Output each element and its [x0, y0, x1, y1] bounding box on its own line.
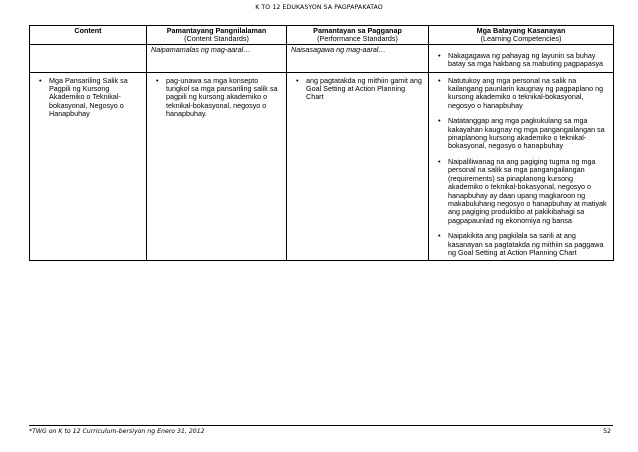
- table-row: [30, 72, 614, 261]
- content-standards-lead: Naipamamalas ng mag-aaral…: [151, 44, 251, 54]
- header-performance-standards-subtitle: (Performance Standards): [317, 34, 398, 44]
- footer-note: *TWG on K to 12 Curriculum-bersiyon ng Enero 31, 2012: [29, 428, 205, 435]
- header-competencies-subtitle: (Learning Competencies): [480, 34, 562, 44]
- page-number: 52: [603, 428, 611, 435]
- page-header: K TO 12 EDUKASYON SA PAGPAPAKATAO: [255, 4, 383, 11]
- page-footer: [29, 425, 613, 435]
- header-content-standards: [147, 26, 287, 45]
- header-content: [30, 26, 147, 45]
- row1-content-cell: [30, 44, 147, 72]
- row2-content-standards-cell: [147, 72, 287, 261]
- header-content-title: Content: [74, 26, 102, 35]
- header-competencies: [429, 26, 614, 45]
- header-content-standards-subtitle: (Content Standards): [184, 34, 249, 44]
- row1-content-standards-cell: [147, 44, 287, 72]
- row1-competencies-list: [430, 46, 612, 71]
- table-header-row: [30, 26, 614, 45]
- list-item: • Natutukoy ang mga personal na salik na kailangang paunlarin kaugnay ng pagpaplano ng kursong akademiko o teknikal-bokasyonal, negosyo o hanapbuhay: [448, 77, 609, 111]
- list-item: • Naipaliliwanag na ang pagiging tugma ng mga personal na salik sa mga pangangailangan (requirements) sa pinaplanong kursong akademiko o teknikal-bokasyonal, negosyo o hanapbuhay ay daan upang magkaroon ng makabuluhang negosyo o hanapbuhay at matiyak ang pagiging produktibo at pakikibahagi sa pagpapaunlad ng ekonomiya ng bansa: [448, 158, 609, 225]
- header-performance-standards: [287, 26, 429, 45]
- list-item: • ang pagtatakda ng mithiin gamit ang Goal Setting at Action Planning Chart: [306, 77, 424, 102]
- row2-content-cell: [30, 72, 147, 261]
- row1-competencies-cell: [429, 44, 614, 72]
- list-item: • pag-unawa sa mga konsepto tungkol sa mga pansariling salik sa pagpili ng kursong akademiko o teknikal-bokasyonal, negosyo o hanapbuhay.: [166, 77, 282, 119]
- row2-performance-standards-list: [288, 74, 427, 104]
- header-competencies-title: Mga Batayang Kasanayan: [476, 26, 566, 35]
- list-item: • Natatanggap ang mga pagkukulang sa mga kakayahan kaugnay ng mga pangangailangan sa pinaplanong kursong akademiko o teknikal-bokasyonal, negosyo o hanapbuhay: [448, 117, 609, 151]
- row1-performance-standards-cell: [287, 44, 429, 72]
- header-performance-standards-title: Pamantayan sa Pagganap: [313, 26, 402, 35]
- row2-content-standards-list: [148, 74, 285, 121]
- list-item: • Mga Pansariling Salik sa Pagpili ng Kursong Akademiko o Teknikal-bokasyonal, Negosyo o Hanapbuhay: [49, 77, 142, 119]
- performance-standards-lead: Naisasagawa ng mag-aaral…: [291, 44, 386, 54]
- curriculum-table: [29, 25, 614, 261]
- list-item: • Naipakikita ang pagkilala sa sarili at ang kasanayan sa pagtatakda ng mithiin sa paggawa ng Goal Setting at Action Planning Chart: [448, 232, 609, 257]
- row2-competencies-cell: [429, 72, 614, 261]
- table-row: [30, 44, 614, 72]
- row2-performance-standards-cell: [287, 72, 429, 261]
- row2-content-list: [31, 74, 145, 121]
- header-content-standards-title: Pamantayang Pangnilalaman: [166, 26, 267, 35]
- list-item: • Nakagagawa ng pahayag ng layunin sa buhay batay sa mga hakbang sa mabuting pagpapasya: [448, 52, 609, 69]
- row2-competencies-list: [430, 74, 612, 260]
